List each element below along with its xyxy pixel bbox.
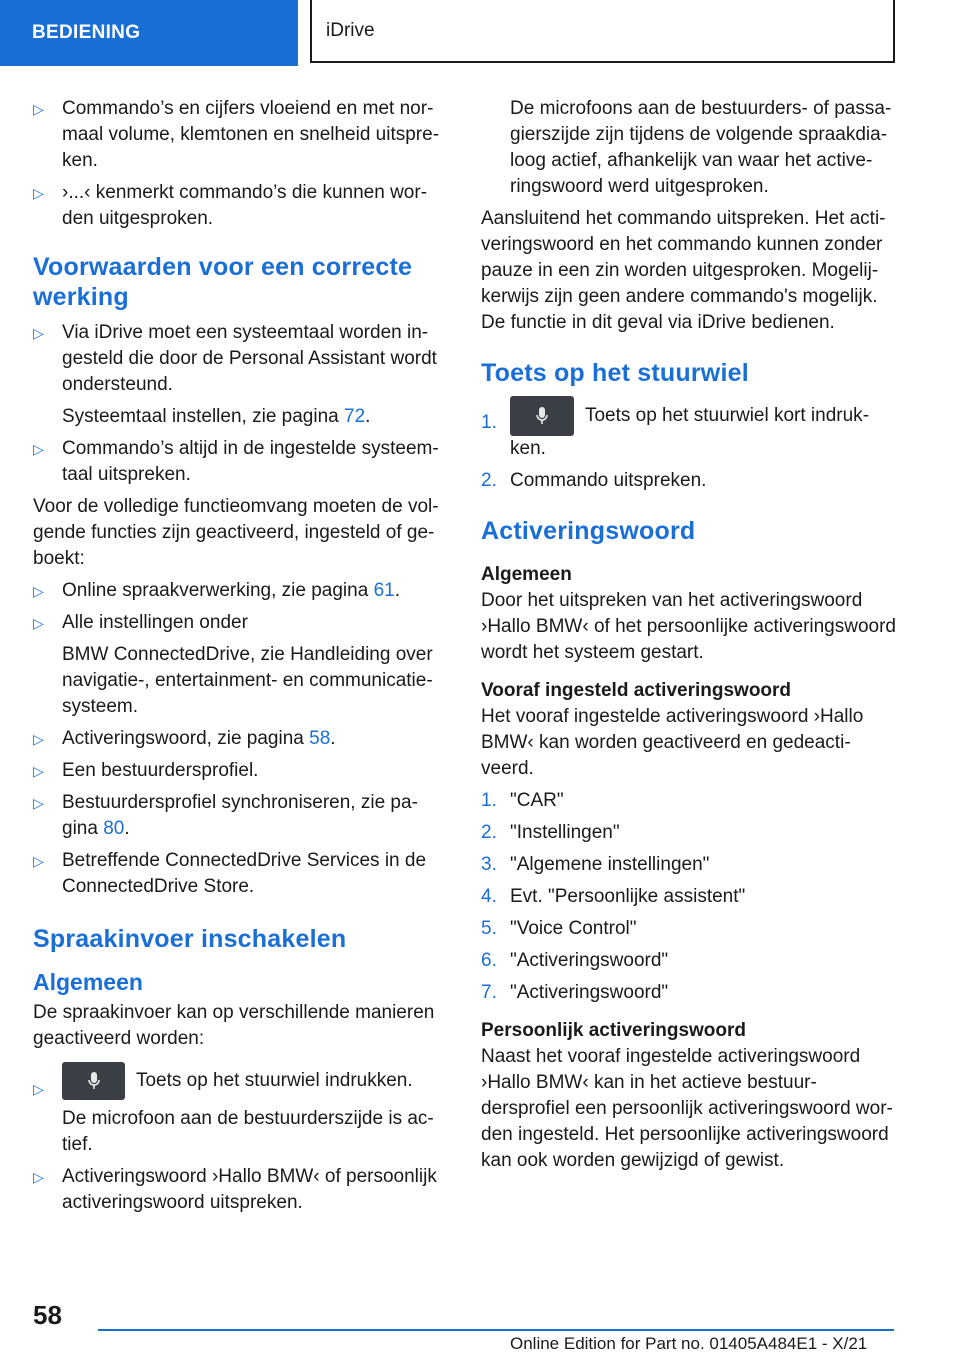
functions-list xyxy=(33,578,443,900)
heading-voorwaarden: Voorwaarden voor een correcte werking xyxy=(33,253,413,311)
subheading-vooraf: Vooraf ingesteld activeringswoord xyxy=(481,680,792,701)
triangle-bullet-icon: ▷ xyxy=(33,615,44,631)
list-item: 5. "Voice Control" xyxy=(481,916,896,942)
list-item: ▷ Commando’s altijd in de ingestelde systeemtaal uitspreken. xyxy=(33,438,439,485)
paragraph: Naast het vooraf ingestelde activeringswoord ›Hallo BMW‹ kan in het actieve bestuurdersprofiel een persoonlijk activeringswoord worden ingesteld. Het persoonlijke activeringswoord kan ook worden gewijzigd of gewist. xyxy=(481,1046,893,1171)
intro-bullet-list xyxy=(33,96,443,232)
triangle-bullet-icon: ▷ xyxy=(33,325,44,341)
list-item: 2. "Instellingen" xyxy=(481,820,896,846)
list-item: ▷ Een bestuurdersprofiel. xyxy=(33,758,443,784)
heading-algemeen: Algemeen xyxy=(33,969,143,995)
list-subtext: Systeemtaal instellen, zie pagina 72. xyxy=(62,406,371,427)
list-item: ▷ Online spraakverwerking, zie pagina 61. xyxy=(33,578,443,604)
triangle-bullet-icon: ▷ xyxy=(33,731,44,747)
triangle-bullet-icon: ▷ xyxy=(33,101,44,117)
list-item: ▷ Via iDrive moet een systeemtaal worden ingesteld die door de Personal Assistant wordt ondersteund. Systeemtaal instellen, zie pagina 72. xyxy=(33,320,443,430)
list-item: ▷ Activeringswoord, zie pagina 58. xyxy=(33,726,443,752)
page-number: 58 xyxy=(33,1300,62,1330)
step-number: 1. xyxy=(481,412,497,433)
page-link-80[interactable]: 80 xyxy=(103,818,125,839)
heading-toets-stuurwiel: Toets op het stuurwiel xyxy=(481,359,749,387)
step-number: 1. xyxy=(481,790,497,811)
step-number: 7. xyxy=(481,982,497,1003)
page-link-72[interactable]: 72 xyxy=(344,406,366,427)
paragraph: Door het uitspreken van het activeringswoord ›Hallo BMW‹ of het persoonlijke activeringswoord wordt het systeem gestart. xyxy=(481,590,896,663)
triangle-bullet-icon: ▷ xyxy=(33,795,44,811)
left-column xyxy=(33,96,443,1222)
footer-divider xyxy=(98,1329,894,1331)
microphone-icon xyxy=(87,1071,101,1091)
toets-steps xyxy=(481,396,896,494)
triangle-bullet-icon: ▷ xyxy=(33,1169,44,1185)
list-subtext: De microfoon aan de bestuurderszijde is actief. xyxy=(62,1108,434,1155)
right-column xyxy=(481,96,896,1180)
list-item: ▷ Bestuurdersprofiel synchroniseren, zie pagina 80. xyxy=(33,792,418,839)
page-header xyxy=(0,0,960,66)
step-number: 4. xyxy=(481,886,497,907)
heading-activeringswoord: Activeringswoord xyxy=(481,517,696,545)
step-number: 5. xyxy=(481,918,497,939)
list-item: ▷ Activeringswoord ›Hallo BMW‹ of persoonlijk activeringswoord uitspreken. xyxy=(33,1166,437,1213)
list-item: 6. "Activeringswoord" xyxy=(481,948,896,974)
step-number: 6. xyxy=(481,950,497,971)
heading-spraakinvoer: Spraakinvoer inschakelen xyxy=(33,925,347,953)
triangle-bullet-icon: ▷ xyxy=(33,441,44,457)
list-item: 3. "Algemene instellingen" xyxy=(481,852,896,878)
paragraph-indented: De microfoons aan de bestuurders- of passagierszijde zijn tijdens de volgende spraakdialoog actief, afhankelijk van waar het activeringswoord werd uitgesproken. xyxy=(510,98,892,197)
list-item: ▷ Betreffende ConnectedDrive Services in de ConnectedDrive Store. xyxy=(33,850,427,897)
step-number: 2. xyxy=(481,470,497,491)
page-link-61[interactable]: 61 xyxy=(373,580,395,601)
list-item: ▷ Toets op het stuurwiel indrukken. De microfoon aan de bestuurderszijde is actief. xyxy=(33,1062,443,1158)
microphone-button-icon xyxy=(62,1062,125,1100)
voorwaarden-list xyxy=(33,320,443,488)
step-number: 2. xyxy=(481,822,497,843)
microphone-button-icon xyxy=(510,396,574,436)
list-subtext: BMW ConnectedDrive, zie Handleiding over navigatie-, entertainment- en communicatiesysteem. xyxy=(62,644,433,717)
paragraph: Voor de volledige functieomvang moeten de volgende functies zijn geactiveerd, ingesteld of geboekt: xyxy=(33,496,439,569)
activering-steps xyxy=(481,788,896,1006)
list-item: 1. Toets op het stuurwiel kort indrukken. xyxy=(481,396,896,462)
list-item: 7. "Activeringswoord" xyxy=(481,980,896,1006)
triangle-bullet-icon: ▷ xyxy=(33,853,44,869)
subheading-persoonlijk: Persoonlijk activeringswoord xyxy=(481,1020,747,1041)
page-link-58[interactable]: 58 xyxy=(309,728,331,749)
paragraph: Aansluitend het commando uitspreken. Het activeringswoord en het commando kunnen zonder pauze in een zin worden uitgesproken. Mogelijkerwijs zijn geen andere commando's mogelijk. De functie in dit geval via iDrive bedienen. xyxy=(481,208,886,333)
chapter-tab: iDrive xyxy=(310,0,895,63)
list-item: 1. "CAR" xyxy=(481,788,896,814)
activation-list xyxy=(33,1062,443,1216)
step-number: 3. xyxy=(481,854,497,875)
triangle-bullet-icon: ▷ xyxy=(33,583,44,599)
section-tab: BEDIENING xyxy=(0,0,298,66)
triangle-bullet-icon: ▷ xyxy=(33,763,44,779)
list-item: ▷ Commando’s en cijfers vloeiend en met normaal volume, klemtonen en snelheid uitspreken. xyxy=(33,98,440,171)
paragraph: De spraakinvoer kan op verschillende manieren geactiveerd worden: xyxy=(33,1002,435,1049)
list-item: ▷ ›...‹ kenmerkt commando’s die kunnen worden uitgesproken. xyxy=(33,182,428,229)
list-item: 4. Evt. "Persoonlijke assistent" xyxy=(481,884,896,910)
edition-note: Online Edition for Part no. 01405A484E1 - X/21 xyxy=(510,1334,868,1353)
list-item: ▷ Alle instellingen onder BMW ConnectedDrive, zie Handleiding over navigatie-, entertainment- en communicatiesysteem. xyxy=(33,610,443,720)
subheading-algemeen: Algemeen xyxy=(481,564,572,585)
triangle-bullet-icon: ▷ xyxy=(33,185,44,201)
paragraph: Het vooraf ingestelde activeringswoord ›Hallo BMW‹ kan worden geactiveerd en gedeactiveerd. xyxy=(481,706,864,779)
triangle-bullet-icon: ▷ xyxy=(33,1081,44,1097)
microphone-icon xyxy=(535,406,549,426)
list-item: 2. Commando uitspreken. xyxy=(481,468,896,494)
